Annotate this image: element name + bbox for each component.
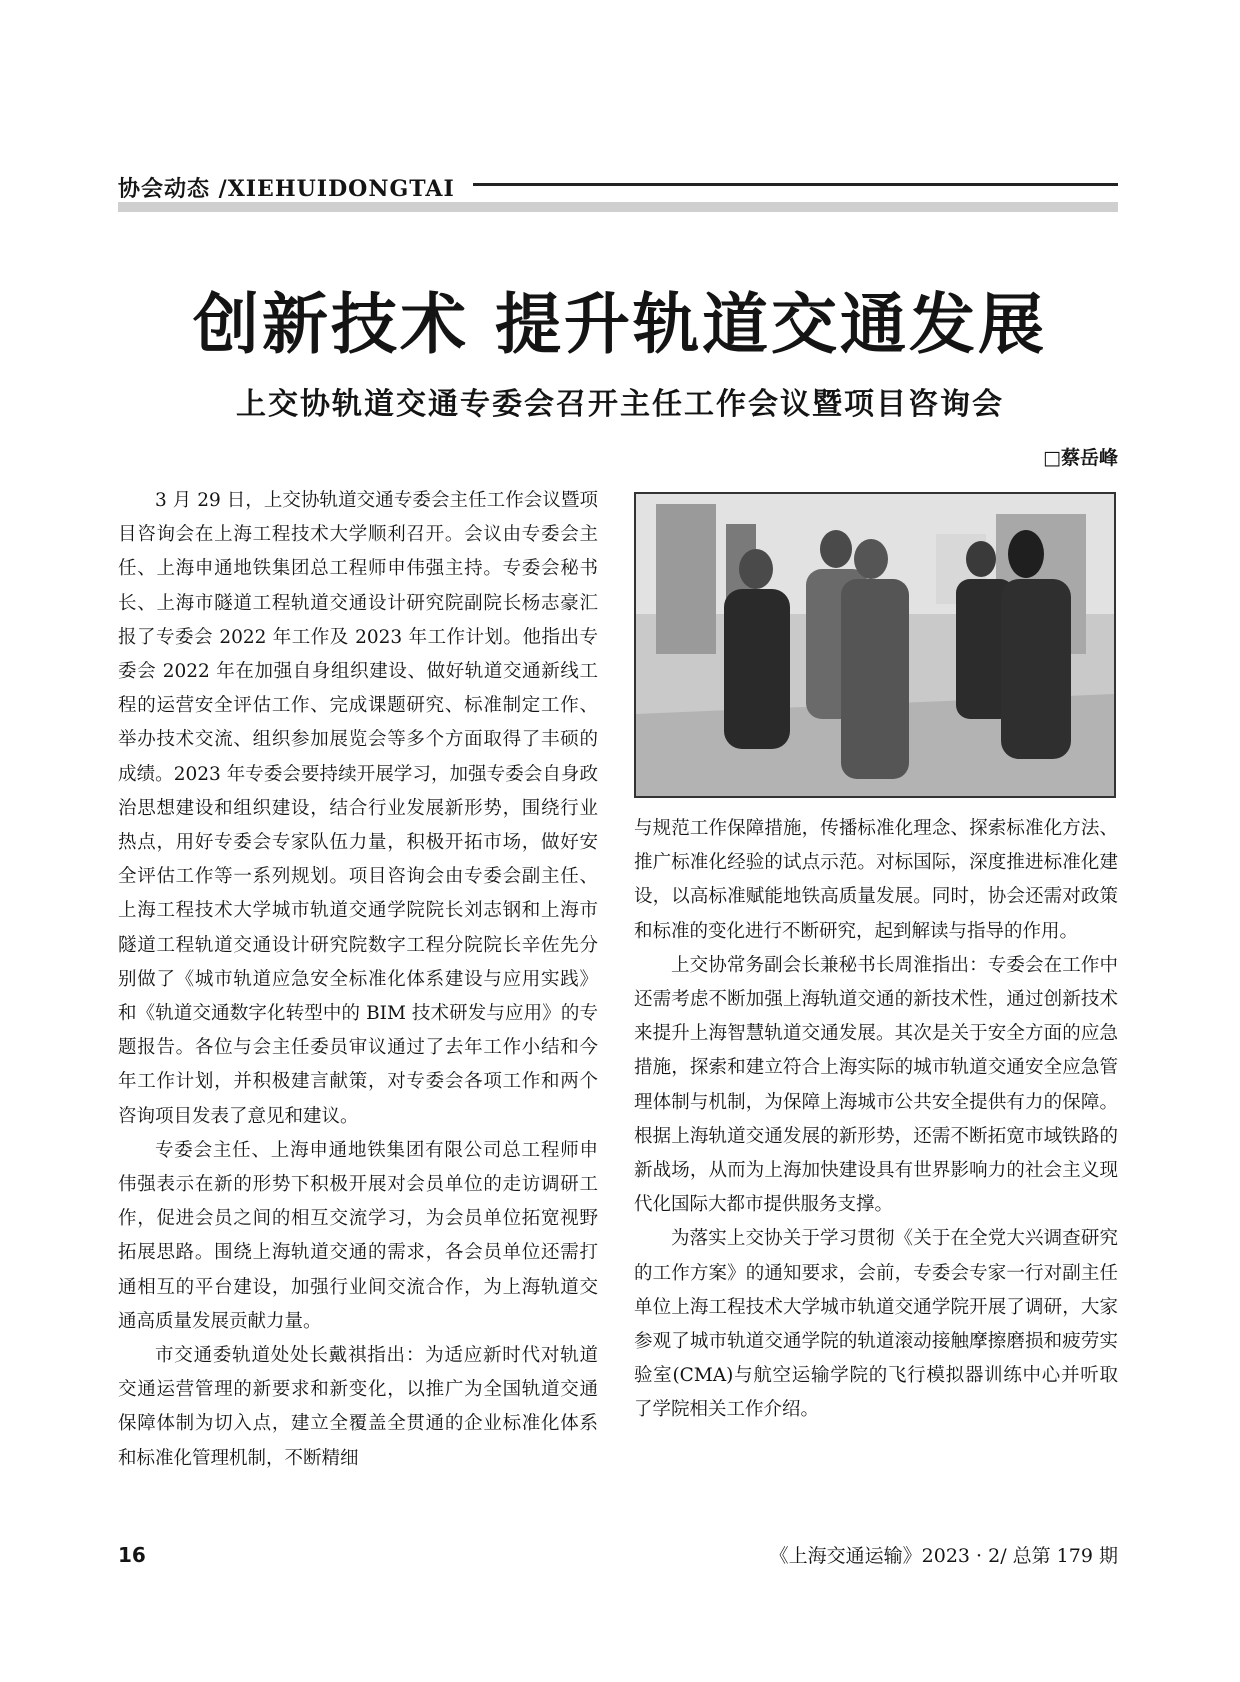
left-column [118,484,598,1476]
paragraph: 上交协常务副会长兼秘书长周淮指出：专委会在工作中还需考虑不断加强上海轨道交通的新技术性，通过创新技术来提升上海智慧轨道交通发展。其次是关于安全方面的应急措施，探索和建立符合上海实际的城市轨道交通安全应急管理体制与机制，为保障上海城市公共安全提供有力的保障。根据上海轨道交通发展的新形势，还需不断拓宽市域铁路的新战场，从而为上海加快建设具有世界影响力的社会主义现代化国际大都市提供服务支撑。 [634,954,1118,1216]
section-header [118,172,1118,212]
section-label: 协会动态 /XIEHUIDONGTAI [118,176,455,202]
article-author: □蔡岳峰 [1043,447,1118,469]
header-band [118,202,1118,212]
article-title: 创新技术 提升轨道交通发展 [193,286,1047,363]
paragraph-continuation: 与规范工作保障措施，传播标准化理念、探索标准化方法、推广标准化经验的试点示范。对标国际，深度推进标准化建设，以高标准赋能地铁高质量发展。同时，协会还需对政策和标准的变化进行不断研究，起到解读与指导的作用。 [634,818,1118,942]
photo-illustration [636,494,1114,796]
right-column [634,812,1118,1428]
header-rule [473,183,1118,186]
article-subtitle: 上交协轨道交通专委会召开主任工作会议暨项目咨询会 [236,387,1004,422]
paragraph: 为落实上交协关于学习贯彻《关于在全党大兴调查研究的工作方案》的通知要求，会前，专委会专家一行对副主任单位上海工程技术大学城市轨道交通学院开展了调研，大家参观了城市轨道交通学院的轨道滚动接触摩擦磨损和疲劳实验室(CMA)与航空运输学院的飞行模拟器训练中心并听取了学院相关工作介绍。 [634,1228,1118,1421]
publication-info: 《上海交通运输》2023 · 2/ 总第 179 期 [769,1545,1118,1567]
group-photo [634,492,1116,798]
paragraph: 3 月 29 日，上交协轨道交通专委会主任工作会议暨项目咨询会在上海工程技术大学顺利召开。会议由专委会主任、上海申通地铁集团总工程师申伟强主持。专委会秘书长、上海市隧道工程轨道交通设计研究院副院长杨志豪汇报了专委会 2022 年工作及 2023 年工作计划。他指出专委会 2022 年在加强自身组织建设、做好轨道交通新线工程的运营安全评估工作、完成课题研究、标准制定工作、举办技术交流、组织参加展览会等多个方面取得了丰硕的成绩。2023 年专委会要持续开展学习，加强专委会自身政治思想建设和组织建设，结合行业发展新形势，围绕行业热点，用好专委会专家队伍力量，积极开拓市场，做好安全评估工作等一系列规划。项目咨询会由专委会副主任、上海工程技术大学城市轨道交通学院院长刘志钢和上海市隧道工程轨道交通设计研究院数字工程分院院长辛佐先分别做了《城市轨道应急安全标准化体系建设与应用实践》和《轨道交通数字化转型中的 BIM 技术研发与应用》的专题报告。各位与会主任委员审议通过了去年工作小结和今年工作计划，并积极建言献策，对专委会各项工作和两个咨询项目发表了意见和建议。 [118,490,598,1127]
page-number: 16 [118,1543,146,1567]
paragraph: 市交通委轨道处处长戴祺指出：为适应新时代对轨道交通运营管理的新要求和新变化，以推广为全国轨道交通保障体制为切入点，建立全覆盖全贯通的企业标准化体系和标准化管理机制，不断精细 [118,1345,598,1469]
paragraph: 专委会主任、上海申通地铁集团有限公司总工程师申伟强表示在新的形势下积极开展对会员单位的走访调研工作，促进会员之间的相互交流学习，为会员单位拓宽视野拓展思路。围绕上海轨道交通的需求，各会员单位还需打通相互的平台建设，加强行业间交流合作，为上海轨道交通高质量发展贡献力量。 [118,1139,598,1332]
